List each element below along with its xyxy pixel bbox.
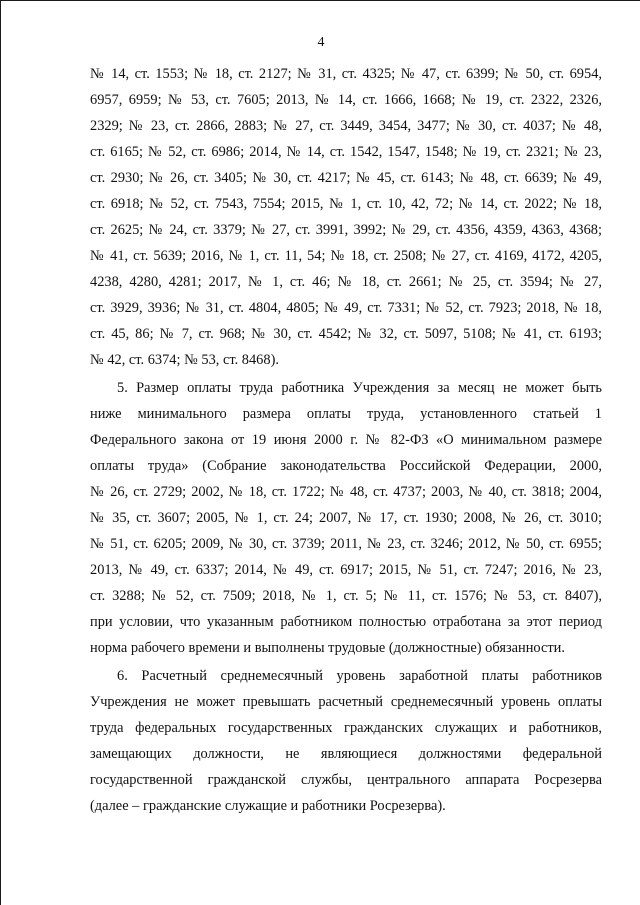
paragraph-6-first-line: 6. Расчетный среднемесячный уровень заработной платы работников — [117, 668, 602, 684]
text-line: ст. 6918; № 52, ст. 7543, 7554; 2015, № 1, ст. 10, 42, 72; № 14, ст. 2022; № 18, — [90, 196, 602, 212]
text-line: норма рабочего времени и выполнены трудовые (должностные) обязанности. — [90, 640, 565, 656]
text-line: 2329; № 23, ст. 2866, 2883; № 27, ст. 3449, 3454, 3477; № 30, ст. 4037; № 48, — [90, 118, 602, 134]
text-line: ст. 6165; № 52, ст. 6986; 2014, № 14, ст. 1542, 1547, 1548; № 19, ст. 2321; № 23, — [90, 144, 602, 160]
text-line: государственной гражданской службы, центрального аппарата Росрезерва — [90, 772, 602, 788]
text-line: № 42, ст. 6374; № 53, ст. 8468). — [90, 352, 279, 368]
text-line: Учреждения не может превышать расчетный среднемесячный уровень оплаты — [90, 694, 602, 710]
page-number: 4 — [317, 35, 325, 50]
text-line: Федерального закона от 19 июня 2000 г. № 82-ФЗ «О минимальном размере — [90, 432, 602, 448]
text-line: 2013, № 49, ст. 6337; 2014, № 49, ст. 6917; 2015, № 51, ст. 7247; 2016, № 23, — [90, 562, 602, 578]
text-line: ст. 45, 86; № 7, ст. 968; № 30, ст. 4542; № 32, ст. 5097, 5108; № 41, ст. 6193; — [90, 326, 602, 342]
text-line: ст. 3288; № 52, ст. 7509; 2018, № 1, ст. 5; № 11, ст. 1576; № 53, ст. 8407), — [90, 588, 602, 604]
text-line: при условии, что указанным работником полностью отработана за этот период — [90, 614, 602, 630]
text-line: труда федеральных государственных гражданских служащих и работников, — [90, 720, 602, 736]
text-line: 6957, 6959; № 53, ст. 7605; 2013, № 14, ст. 1666, 1668; № 19, ст. 2322, 2326, — [90, 92, 602, 108]
text-line: (далее – гражданские служащие и работники Росрезерва). — [90, 798, 446, 814]
text-line: ст. 2930; № 26, ст. 3405; № 30, ст. 4217; № 45, ст. 6143; № 48, ст. 6639; № 49, — [90, 170, 602, 186]
paragraph-5-first-line: 5. Размер оплаты труда работника Учреждения за месяц не может быть — [117, 380, 602, 396]
text-line: № 35, ст. 3607; 2005, № 1, ст. 24; 2007, № 17, ст. 1930; 2008, № 26, ст. 3010; — [90, 510, 602, 526]
text-line: № 41, ст. 5639; 2016, № 1, ст. 11, 54; № 18, ст. 2508; № 27, ст. 4169, 4172, 4205, — [90, 248, 602, 264]
text-line: ниже минимального размера оплаты труда, установленного статьей 1 — [90, 406, 602, 422]
text-line: № 51, ст. 6205; 2009, № 30, ст. 3739; 2011, № 23, ст. 3246; 2012, № 50, ст. 6955; — [90, 536, 602, 552]
text-line: ст. 2625; № 24, ст. 3379; № 27, ст. 3991, 3992; № 29, ст. 4356, 4359, 4363, 4368; — [90, 222, 602, 238]
text-line: оплаты труда» (Собрание законодательства Российской Федерации, 2000, — [90, 458, 602, 474]
text-line: ст. 3929, 3936; № 31, ст. 4804, 4805; № 49, ст. 7331; № 52, ст. 7923; 2018, № 18, — [90, 300, 602, 316]
text-line: № 26, ст. 2729; 2002, № 18, ст. 1722; № 48, ст. 4737; 2003, № 40, ст. 3818; 2004, — [90, 484, 602, 500]
text-line: замещающих должности, не являющиеся должностями федеральной — [90, 746, 602, 762]
text-line: 4238, 4280, 4281; 2017, № 1, ст. 46; № 18, ст. 2661; № 25, ст. 3594; № 27, — [90, 274, 602, 290]
text-line: № 14, ст. 1553; № 18, ст. 2127; № 31, ст. 4325; № 47, ст. 6399; № 50, ст. 6954, — [90, 66, 602, 82]
